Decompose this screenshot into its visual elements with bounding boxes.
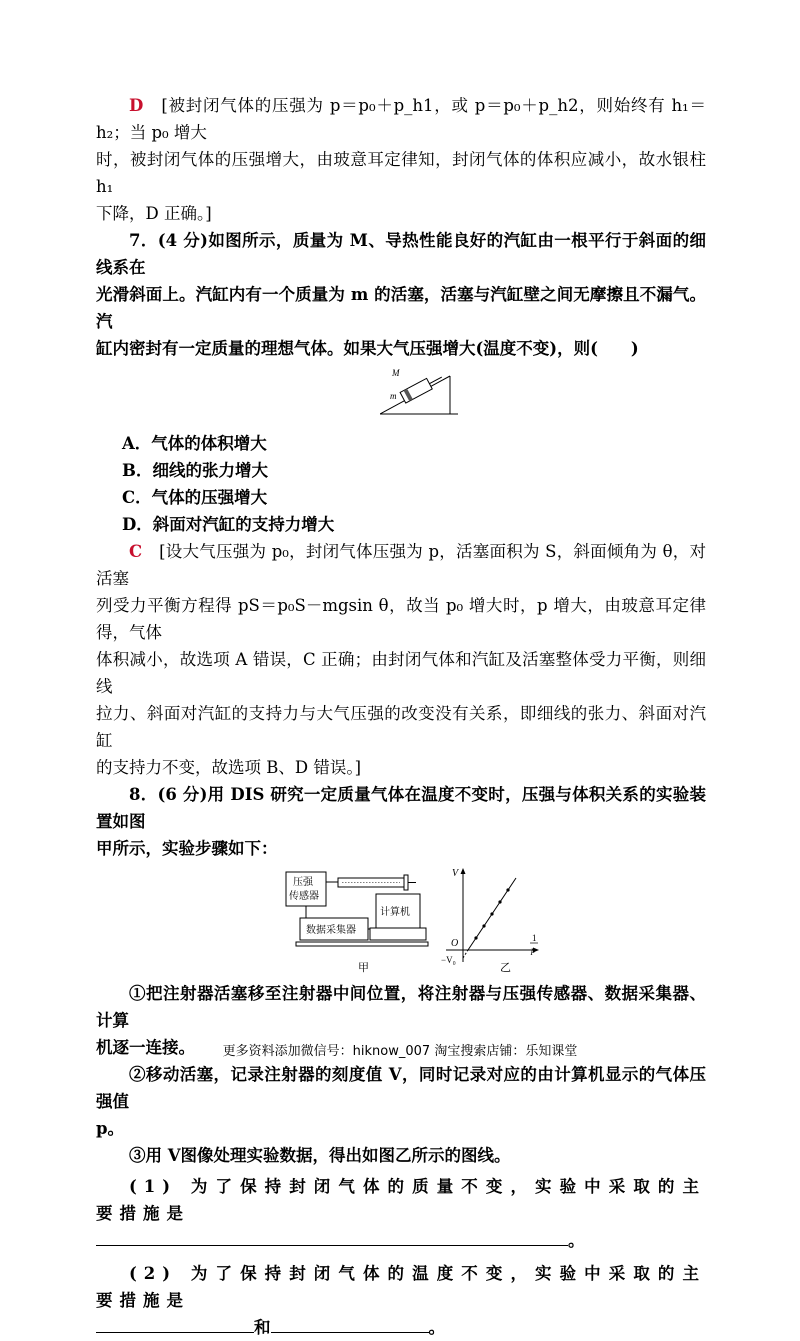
- caption-yi: 乙: [500, 961, 511, 974]
- graph-point: [490, 912, 493, 915]
- collector-label: 数据采集器: [306, 925, 356, 936]
- answer-blank-3[interactable]: [271, 1318, 429, 1333]
- incline-cylinder-figure: [380, 366, 460, 418]
- answer-blank-1[interactable]: [96, 1231, 568, 1246]
- q7-option-b: B．细线的张力增大: [122, 461, 268, 480]
- table-top: [296, 942, 428, 946]
- document-page: [96, 92, 706, 1341]
- q8-sub1: (1) 为了保持封闭气体的质量不变，实验中采取的主要措施是: [96, 1177, 706, 1223]
- q7-option-a: A．气体的体积增大: [122, 434, 267, 453]
- q6-answer-line3: 下降，D 正确。]: [96, 204, 212, 223]
- q7-answer-letter: C: [129, 542, 143, 561]
- q8-step1-line2: 机逐一连接。: [96, 1038, 195, 1057]
- q8-step3: ③用 V图像处理实验数据，得出如图乙所示的图线。: [129, 1146, 511, 1165]
- q8-stem-line1: 8．(6 分)用 DIS 研究一定质量气体在温度不变时，压强与体积关系的实验装置如图: [96, 785, 706, 831]
- q7-stem-line2: 光滑斜面上。汽缸内有一个质量为 m 的活塞，活塞与汽缸壁之间无摩擦且不漏气。汽: [96, 285, 706, 331]
- dis-experiment-figure: [96, 866, 706, 974]
- q6-answer-line2: 时，被封闭气体的压强增大，由玻意耳定律知，封闭气体的体积应减小，故水银柱 h₁: [96, 150, 706, 196]
- graph-point: [506, 888, 509, 891]
- q7-answer-line5: 的支持力不变，故选项 B、D 错误。]: [96, 758, 362, 777]
- sensor-label-2: 传感器: [289, 891, 319, 902]
- graph-extrapolation: [463, 950, 468, 958]
- computer-label: 计算机: [380, 907, 410, 918]
- q7-answer-line2: 列受力平衡方程得 pS＝p₀S－mgsin θ，故当 p₀ 增大时，p 增大，由玻意耳定律得，气体: [96, 596, 706, 642]
- q7-option-d: D．斜面对汽缸的支持力增大: [122, 515, 335, 534]
- q7-option-c: C．气体的压强增大: [122, 488, 268, 507]
- graph-origin-label: O: [451, 938, 459, 949]
- computer-base: [370, 928, 426, 940]
- graph-neg-v0-label: −V₀: [441, 955, 456, 965]
- syringe-piston: [404, 875, 408, 890]
- thread: [429, 377, 441, 384]
- graph-x-den: p: [531, 945, 536, 955]
- q8-step2-line1: ②移动活塞，记录注射器的刻度值 V，同时记录对应的由计算机显示的气体压强值: [96, 1065, 706, 1111]
- graph-point: [474, 936, 477, 939]
- label-m: m: [390, 391, 397, 401]
- q8-sub2-answer-line: 和 。: [96, 1314, 706, 1341]
- q8-stem-line2: 甲所示，实验步骤如下：: [96, 839, 278, 858]
- q8-sub1-answer-line: 。: [96, 1227, 706, 1254]
- graph-v-label: V: [452, 868, 459, 879]
- q6-answer-line1: D [被封闭气体的压强为 p＝p₀＋p_h1，或 p＝p₀＋p_h2，则始终有 h₁＝h₂；当 p₀ 增大: [96, 96, 707, 142]
- label-M: M: [392, 368, 400, 378]
- q7-answer-line3: 体积减小，故选项 A 错误，C 正确；由封闭气体和汽缸及活塞整体受力平衡，则细线: [96, 650, 706, 696]
- q8-step1-line1: ①把注射器活塞移至注射器中间位置，将注射器与压强传感器、数据采集器、计算: [96, 984, 706, 1030]
- q7-answer-line4: 拉力、斜面对汽缸的支持力与大气压强的改变没有关系，即细线的张力、斜面对汽缸: [96, 704, 706, 750]
- graph-point: [482, 924, 485, 927]
- footer-note: 更多资料添加微信号：hiknow_007 淘宝搜索店铺：乐知课堂: [222, 1044, 578, 1059]
- q6-answer-letter: D: [129, 96, 144, 115]
- sensor-label-1: 压强: [293, 877, 313, 888]
- graph-point: [498, 900, 501, 903]
- q8-sub2: (2) 为了保持封闭气体的温度不变，实验中采取的主要措施是: [96, 1264, 706, 1310]
- answer-blank-2[interactable]: [96, 1318, 254, 1333]
- cylinder: [400, 372, 444, 403]
- q8-step2-line2: p。: [96, 1119, 125, 1138]
- q7-answer-line1: C [设大气压强为 p₀，封闭气体压强为 p，活塞面积为 S，斜面倾角为 θ，对活塞: [96, 542, 706, 588]
- caption-jia: 甲: [358, 961, 369, 974]
- graph-x-num: 1: [532, 933, 537, 943]
- q7-stem-line3: 缸内密封有一定质量的理想气体。如果大气压强增大(温度不变)，则( ): [96, 339, 639, 358]
- dis-apparatus-svg: [96, 866, 706, 974]
- q7-stem-line1: 7．(4 分)如图所示，质量为 M、导热性能良好的汽缸由一根平行于斜面的细线系在: [96, 231, 706, 277]
